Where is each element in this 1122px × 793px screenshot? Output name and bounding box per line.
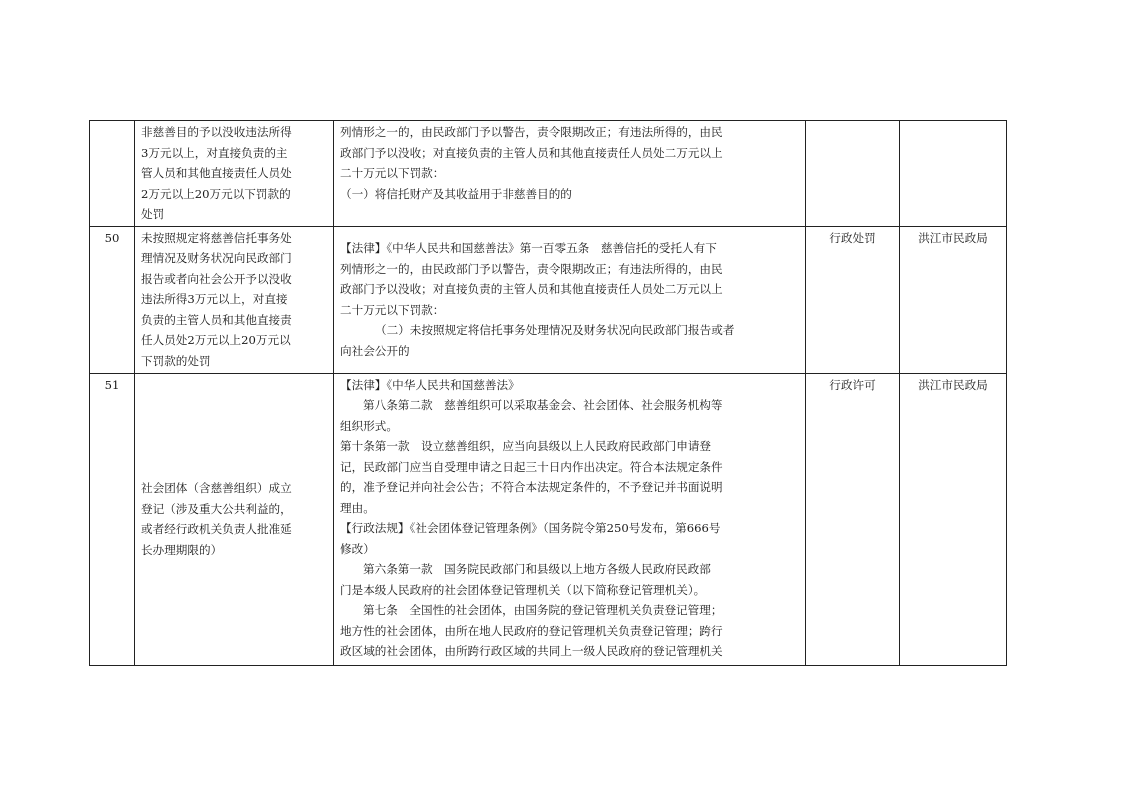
legal-basis-cell: [334, 226, 806, 373]
department-cell: [900, 121, 1007, 227]
item-name-line: 非慈善目的予以没收违法所得: [141, 125, 292, 139]
item-name-line: 下罚款的处罚: [141, 353, 211, 368]
item-name-cell: [135, 121, 334, 227]
item-name-line: 违法所得3万元以上，对直接: [141, 292, 288, 306]
legal-basis-line: 的，准予登记并向社会公告；不符合本法规定条件的，不予登记并书面说明: [340, 480, 723, 494]
legal-basis-line: 政区域的社会团体，由所跨行政区域的共同上一级人民政府的登记管理机关: [340, 644, 723, 658]
department-cell: 洪江市民政局: [900, 226, 1007, 373]
legal-basis-line: 列情形之一的，由民政部门予以警告，责令限期改正；有违法所得的，由民: [340, 261, 723, 276]
item-name-line: 2万元以上20万元以下罚款的: [141, 186, 291, 201]
legal-basis-line: 第八条第二款 慈善组织可以采取基金会、社会团体、社会服务机构等: [363, 398, 723, 412]
legal-basis-line: 二十万元以下罚款：: [340, 166, 445, 180]
item-name-line: 或者经行政机关负责人批准延: [141, 522, 292, 536]
item-name-line: 登记（涉及重大公共利益的，: [141, 501, 292, 516]
item-name-line: 长办理期限的）: [141, 542, 223, 557]
item-name-line: 理情况及财务状况向民政部门: [141, 251, 292, 265]
power-list-table: [89, 120, 1007, 666]
power-type-cell: 行政处罚: [806, 226, 900, 373]
legal-basis-line: 向社会公开的: [340, 343, 410, 358]
row-number: 51: [90, 373, 135, 665]
item-name-cell: [135, 373, 334, 665]
power-type-cell: [806, 121, 900, 227]
legal-basis-line: （一）将信托财产及其收益用于非慈善目的的: [340, 186, 572, 201]
legal-basis-line: 修改）: [340, 541, 375, 556]
department-cell: 洪江市民政局: [900, 373, 1007, 665]
item-name-line: 处罚: [141, 207, 165, 221]
legal-basis-cell: [334, 121, 806, 227]
item-name-line: 报告或者向社会公开予以没收: [141, 271, 292, 286]
legal-basis-line: 第六条第一款 国务院民政部门和县级以上地方各级人民政府民政部: [363, 562, 711, 576]
legal-basis-line: 【行政法规】《社会团体登记管理条例》（国务院令第250号发布，第666号: [340, 521, 721, 535]
legal-basis-line: 理由。: [340, 500, 375, 515]
legal-basis-line: 【法律】《中华人民共和国慈善法》: [340, 377, 520, 392]
row-number: [90, 121, 135, 227]
legal-basis-line: 门是本级人民政府的社会团体登记管理机关（以下简称登记管理机关）。: [340, 582, 706, 597]
item-name-cell: [135, 226, 334, 373]
legal-basis-line: 第十条第一款 设立慈善组织，应当向县级以上人民政府民政部门申请登: [340, 439, 712, 453]
legal-basis-line: 二十万元以下罚款：: [340, 302, 445, 317]
legal-basis-line: 政部门予以没收；对直接负责的主管人员和其他直接责任人员处二万元以上: [340, 145, 723, 160]
legal-basis-cell: [334, 373, 806, 665]
item-name-line: 负责的主管人员和其他直接责: [141, 312, 292, 327]
legal-basis-line: 【法律】《中华人民共和国慈善法》第一百零五条 慈善信托的受托人有下: [340, 241, 717, 255]
item-name-line: 任人员处2万元以上20万元以: [141, 333, 291, 347]
legal-basis-line: 第七条 全国性的社会团体，由国务院的登记管理机关负责登记管理；: [363, 603, 723, 617]
table-row: [90, 373, 1007, 665]
table-row: [90, 121, 1007, 227]
power-type-cell: 行政许可: [806, 373, 900, 665]
legal-basis-line: 地方性的社会团体，由所在地人民政府的登记管理机关负责登记管理；跨行: [340, 623, 723, 638]
legal-basis-line: 列情形之一的，由民政部门予以警告，责令限期改正；有违法所得的，由民: [340, 125, 723, 139]
item-name-line: 3万元以上，对直接负责的主: [141, 145, 288, 160]
legal-basis-line: 组织形式。: [340, 418, 398, 433]
table-row: [90, 226, 1007, 373]
row-number: 50: [90, 226, 135, 373]
item-name-line: 未按照规定将慈善信托事务处: [141, 230, 292, 245]
legal-basis-line: （二）未按照规定将信托事务处理情况及财务状况向民政部门报告或者: [375, 323, 735, 337]
item-name-line: 管人员和其他直接责任人员处: [141, 166, 292, 180]
item-name-line: 社会团体（含慈善组织）成立: [141, 481, 292, 495]
legal-basis-line: 政部门予以没收；对直接负责的主管人员和其他直接责任人员处二万元以上: [340, 282, 723, 296]
legal-basis-line: 记，民政部门应当自受理申请之日起三十日内作出决定。符合本法规定条件: [340, 459, 723, 474]
